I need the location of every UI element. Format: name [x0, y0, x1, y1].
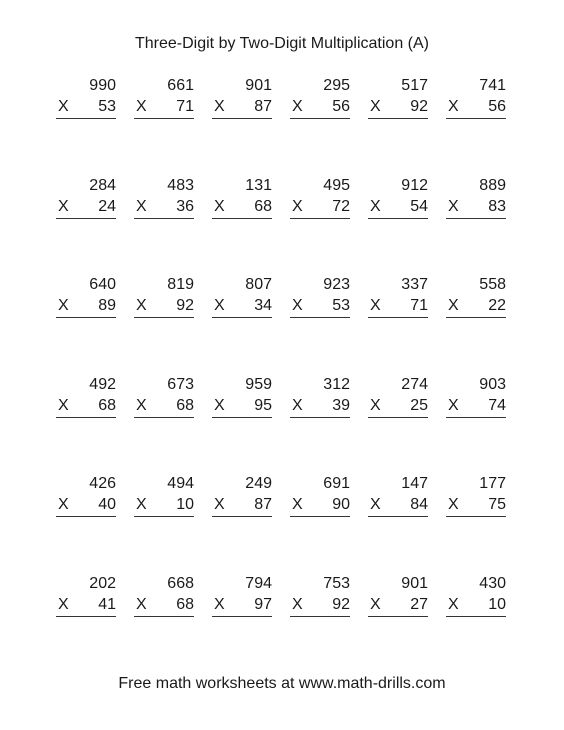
operator-line	[134, 595, 194, 615]
multiplication-problem	[56, 574, 116, 654]
multiply-sign: X	[58, 297, 69, 315]
multiply-sign: X	[292, 396, 303, 414]
answer-line	[212, 417, 272, 418]
multiply-sign: X	[214, 297, 225, 315]
multiplication-problem	[446, 176, 506, 256]
multiply-sign: X	[448, 496, 459, 514]
operator-line	[446, 396, 506, 416]
answer-line	[446, 118, 506, 119]
multiplicand: 517	[401, 77, 428, 94]
multiplicand: 202	[89, 574, 116, 592]
multiplication-problem	[134, 275, 194, 355]
multiplier: 87	[254, 496, 272, 514]
answer-line	[368, 118, 428, 119]
multiplier: 84	[410, 496, 428, 514]
answer-line	[368, 516, 428, 517]
answer-line	[290, 616, 350, 617]
operator-line	[56, 595, 116, 615]
operator-line	[446, 97, 506, 117]
operator-line	[134, 495, 194, 515]
multiply-sign: X	[370, 197, 381, 215]
multiplier: 90	[332, 496, 350, 514]
multiplicand: 903	[479, 375, 506, 393]
multiplicand: 753	[323, 574, 350, 592]
answer-line	[446, 516, 506, 517]
worksheet-title: Three-Digit by Two-Digit Multiplication (A)	[134, 35, 429, 52]
multiplicand: 430	[479, 574, 506, 592]
multiplicand: 889	[479, 176, 506, 194]
multiplicand: 558	[479, 276, 506, 294]
multiplicand: 177	[479, 475, 506, 493]
multiplicand: 923	[323, 276, 350, 294]
multiplier: 56	[332, 98, 350, 115]
multiplicand: 673	[167, 375, 194, 393]
operator-line	[56, 495, 116, 515]
answer-line	[134, 616, 194, 617]
multiplicand: 640	[89, 276, 116, 294]
multiplication-problem	[290, 574, 350, 654]
answer-line	[368, 417, 428, 418]
multiplication-problem	[212, 176, 272, 256]
multiply-sign: X	[448, 396, 459, 414]
multiplication-problem	[56, 275, 116, 355]
multiply-sign: X	[448, 98, 459, 115]
multiplication-problem	[446, 474, 506, 554]
answer-line	[368, 616, 428, 617]
multiply-sign: X	[58, 496, 69, 514]
multiply-sign: X	[448, 197, 459, 215]
multiplicand: 295	[323, 77, 350, 94]
multiplication-problem	[134, 375, 194, 455]
multiplier: 83	[488, 197, 506, 215]
multiply-sign: X	[292, 595, 303, 613]
multiply-sign: X	[370, 496, 381, 514]
operator-line	[446, 495, 506, 515]
multiplication-problem	[134, 176, 194, 256]
multiplication-problem	[134, 76, 194, 156]
multiply-sign: X	[214, 396, 225, 414]
multiplicand: 959	[245, 375, 272, 393]
answer-line	[446, 317, 506, 318]
answer-line	[56, 516, 116, 517]
operator-line	[368, 595, 428, 615]
worksheet-footer: Free math worksheets at www.math-drills.com	[118, 675, 446, 692]
multiplicand: 661	[167, 77, 194, 94]
multiplication-problem	[368, 275, 428, 355]
answer-line	[56, 417, 116, 418]
multiplier: 39	[332, 396, 350, 414]
multiplier: 40	[98, 496, 116, 514]
answer-line	[290, 118, 350, 119]
multiply-sign: X	[58, 197, 69, 215]
multiplier: 22	[488, 297, 506, 315]
problem-grid	[56, 76, 512, 654]
multiplier: 74	[488, 396, 506, 414]
multiplier: 92	[410, 98, 428, 115]
multiplication-problem	[56, 76, 116, 156]
answer-line	[56, 118, 116, 119]
multiplicand: 668	[167, 574, 194, 592]
multiply-sign: X	[136, 197, 147, 215]
answer-line	[212, 118, 272, 119]
multiplier: 75	[488, 496, 506, 514]
multiplication-problem	[290, 275, 350, 355]
answer-line	[134, 516, 194, 517]
operator-line	[368, 296, 428, 316]
operator-line	[56, 97, 116, 117]
multiplication-problem	[212, 375, 272, 455]
multiplicand: 492	[89, 375, 116, 393]
multiplicand: 495	[323, 176, 350, 194]
answer-line	[212, 616, 272, 617]
answer-line	[212, 516, 272, 517]
multiplication-problem	[446, 574, 506, 654]
operator-line	[368, 197, 428, 217]
multiplier: 92	[176, 297, 194, 315]
operator-line	[290, 595, 350, 615]
multiply-sign: X	[370, 396, 381, 414]
multiplier: 25	[410, 396, 428, 414]
multiply-sign: X	[136, 595, 147, 613]
multiply-sign: X	[370, 595, 381, 613]
multiplier: 72	[332, 197, 350, 215]
operator-line	[56, 396, 116, 416]
answer-line	[368, 317, 428, 318]
multiplication-problem	[212, 474, 272, 554]
multiplication-problem	[290, 76, 350, 156]
operator-line	[212, 296, 272, 316]
answer-line	[134, 118, 194, 119]
multiplier: 24	[98, 197, 116, 215]
multiplicand: 990	[89, 77, 116, 94]
answer-line	[56, 317, 116, 318]
multiplication-problem	[56, 375, 116, 455]
multiplicand: 819	[167, 276, 194, 294]
operator-line	[212, 396, 272, 416]
multiplier: 56	[488, 98, 506, 115]
operator-line	[368, 396, 428, 416]
multiplier: 87	[254, 98, 272, 115]
answer-line	[446, 616, 506, 617]
multiplicand: 337	[401, 276, 428, 294]
multiplication-problem	[290, 176, 350, 256]
multiply-sign: X	[292, 297, 303, 315]
multiply-sign: X	[292, 197, 303, 215]
multiplication-problem	[368, 474, 428, 554]
operator-line	[212, 495, 272, 515]
multiply-sign: X	[214, 496, 225, 514]
multiply-sign: X	[214, 98, 225, 115]
multiplicand: 483	[167, 176, 194, 194]
multiply-sign: X	[448, 297, 459, 315]
multiplicand: 912	[401, 176, 428, 194]
multiplicand: 249	[245, 475, 272, 493]
answer-line	[290, 417, 350, 418]
multiplication-problem	[212, 76, 272, 156]
answer-line	[290, 218, 350, 219]
multiplier: 89	[98, 297, 116, 315]
multiplicand: 794	[245, 574, 272, 592]
multiplication-problem	[446, 76, 506, 156]
multiplication-problem	[368, 76, 428, 156]
multiplication-problem	[290, 375, 350, 455]
answer-line	[290, 317, 350, 318]
operator-line	[134, 197, 194, 217]
operator-line	[134, 296, 194, 316]
operator-line	[290, 197, 350, 217]
multiplication-problem	[134, 474, 194, 554]
operator-line	[56, 296, 116, 316]
multiplication-problem	[56, 474, 116, 554]
multiplier: 68	[176, 396, 194, 414]
answer-line	[56, 616, 116, 617]
multiplicand: 426	[89, 475, 116, 493]
multiply-sign: X	[136, 98, 147, 115]
multiplication-problem	[134, 574, 194, 654]
multiplier: 95	[254, 396, 272, 414]
multiply-sign: X	[292, 496, 303, 514]
multiplication-problem	[212, 275, 272, 355]
operator-line	[290, 396, 350, 416]
operator-line	[56, 197, 116, 217]
multiplier: 68	[254, 197, 272, 215]
multiply-sign: X	[448, 595, 459, 613]
multiplication-problem	[290, 474, 350, 554]
multiplier: 53	[98, 98, 116, 115]
multiply-sign: X	[370, 98, 381, 115]
operator-line	[134, 396, 194, 416]
answer-line	[56, 218, 116, 219]
multiply-sign: X	[136, 496, 147, 514]
answer-line	[134, 417, 194, 418]
multiplication-problem	[368, 574, 428, 654]
operator-line	[446, 197, 506, 217]
multiplication-problem	[446, 275, 506, 355]
operator-line	[290, 296, 350, 316]
operator-line	[446, 296, 506, 316]
multiply-sign: X	[214, 595, 225, 613]
multiplier: 68	[98, 396, 116, 414]
answer-line	[212, 317, 272, 318]
multiplier: 41	[98, 595, 116, 613]
multiplier: 71	[176, 98, 194, 115]
multiplier: 53	[332, 297, 350, 315]
multiplication-problem	[212, 574, 272, 654]
answer-line	[368, 218, 428, 219]
operator-line	[212, 97, 272, 117]
multiply-sign: X	[214, 197, 225, 215]
operator-line	[212, 595, 272, 615]
operator-line	[134, 97, 194, 117]
multiplicand: 901	[401, 574, 428, 592]
multiplier: 68	[176, 595, 194, 613]
multiplier: 10	[176, 496, 194, 514]
multiplier: 10	[488, 595, 506, 613]
multiplicand: 901	[245, 77, 272, 94]
answer-line	[290, 516, 350, 517]
multiplier: 71	[410, 297, 428, 315]
operator-line	[290, 97, 350, 117]
multiplication-problem	[368, 375, 428, 455]
operator-line	[290, 495, 350, 515]
multiplicand: 131	[245, 176, 272, 194]
operator-line	[368, 495, 428, 515]
operator-line	[446, 595, 506, 615]
multiplicand: 741	[479, 77, 506, 94]
multiplicand: 807	[245, 276, 272, 294]
multiplication-problem	[56, 176, 116, 256]
multiplicand: 691	[323, 475, 350, 493]
multiply-sign: X	[370, 297, 381, 315]
multiplicand: 312	[323, 375, 350, 393]
multiplicand: 274	[401, 375, 428, 393]
multiply-sign: X	[58, 396, 69, 414]
operator-line	[212, 197, 272, 217]
multiplication-problem	[446, 375, 506, 455]
multiplicand: 284	[89, 176, 116, 194]
multiply-sign: X	[136, 396, 147, 414]
answer-line	[134, 317, 194, 318]
operator-line	[368, 97, 428, 117]
answer-line	[446, 417, 506, 418]
answer-line	[134, 218, 194, 219]
multiply-sign: X	[58, 595, 69, 613]
multiplicand: 147	[401, 475, 428, 493]
multiplier: 92	[332, 595, 350, 613]
multiply-sign: X	[292, 98, 303, 115]
multiplier: 27	[410, 595, 428, 613]
multiply-sign: X	[58, 98, 69, 115]
answer-line	[446, 218, 506, 219]
answer-line	[212, 218, 272, 219]
multiplier: 34	[254, 297, 272, 315]
multiplication-problem	[368, 176, 428, 256]
multiplicand: 494	[167, 475, 194, 493]
multiply-sign: X	[136, 297, 147, 315]
multiplier: 97	[254, 595, 272, 613]
multiplier: 54	[410, 197, 428, 215]
multiplier: 36	[176, 197, 194, 215]
